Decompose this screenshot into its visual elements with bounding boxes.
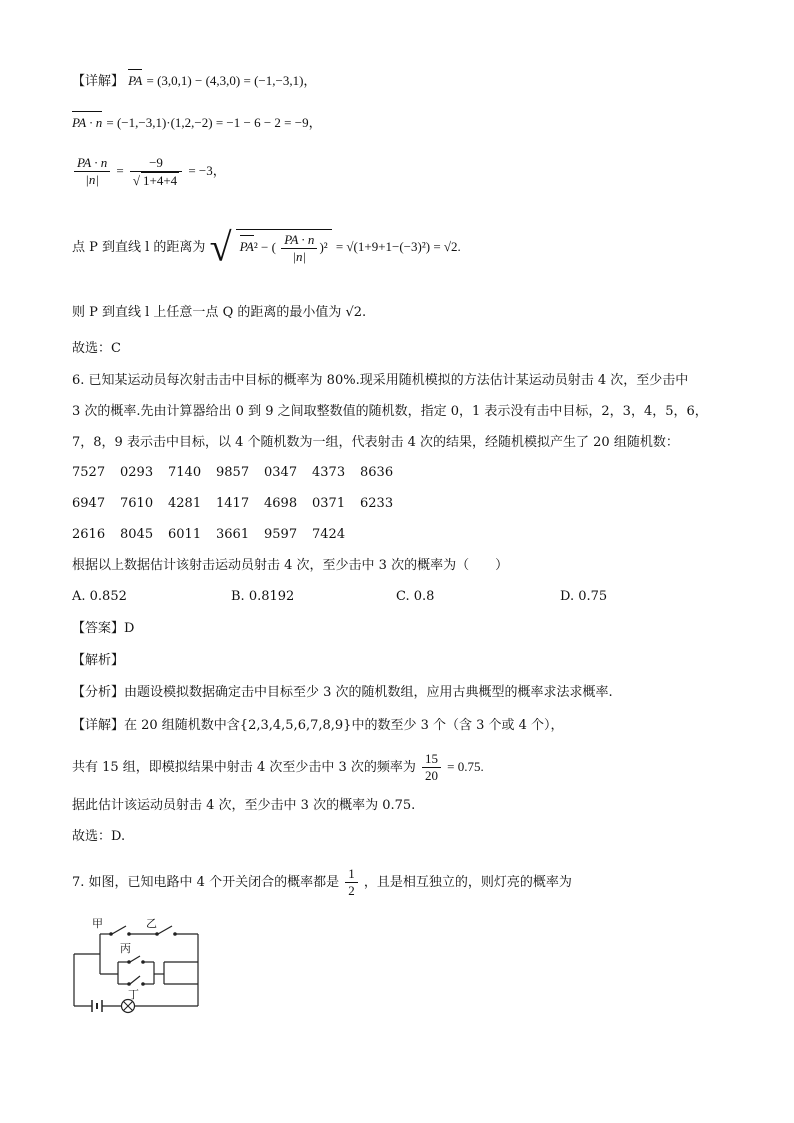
detail-eq-line-1	[72, 72, 316, 91]
radical-sign: √	[209, 224, 232, 270]
q6-stem-line-1: 6. 已知某运动员每次射击击中目标的概率为 80%.现采用随机模拟的方法估计某运动员射击 4 次，至少击中	[72, 373, 689, 388]
q6-final: 故选：D.	[72, 829, 126, 844]
distance-prefix: 点 P 到直线 l 的距离为	[72, 240, 206, 255]
numeric-fraction: $\frac{-9}{√ 1+4+4}$	[130, 155, 182, 189]
option-c: C. 0.8	[396, 589, 435, 604]
option-a: A. 0.852	[72, 589, 127, 604]
lamp-icon	[122, 1000, 135, 1013]
random-numbers-row-3: 2616 8045 6011 3661 9597 7424	[72, 527, 346, 542]
detail-tag: 【详解】	[72, 74, 125, 89]
switch-label-jia: 甲	[92, 917, 103, 930]
q5-answer: 故选：C	[72, 341, 121, 356]
q6-analysis-tag: 【解析】	[72, 653, 125, 668]
distance-rhs: = √(1+9+1−(−3)²) = √2.	[335, 239, 461, 254]
q6-stem-line-3: 7，8，9 表示击中目标，以 4 个随机数为一组，代表射击 4 次的结果，经随机模拟产生了 20 组随机数：	[72, 435, 679, 450]
q6-analysis: 【分析】由题设模拟数据确定击中目标至少 3 次的随机数组，应用古典概型的概率求法求概率.	[72, 685, 613, 700]
conclusion-line: 则 P 到直线 l 上任意一点 Q 的距离的最小值为 √2.	[72, 305, 367, 320]
switch-label-ding: 丁	[128, 988, 139, 1001]
switch-label-bing: 丙	[120, 942, 131, 955]
q6-stem-line-2: 3 次的概率.先由计算器给出 0 到 9 之间取整数值的随机数，指定 0，1 表示没有击中目标，2，3，4，5，6，	[72, 404, 708, 419]
dot-product-lhs: PA · n	[72, 115, 103, 130]
frequency-fraction: $\frac{15}{20}$	[422, 751, 441, 784]
eq3-rhs: = −3，	[188, 163, 226, 178]
vector-pa: PA	[128, 73, 143, 88]
eq2-rhs: = (−1,−3,1)·(1,2,−2) = −1 − 6 − 2 = −9，	[106, 115, 322, 130]
q6-answer: 【答案】D	[72, 621, 135, 636]
probability-fraction: $\frac{1}{2}$	[345, 866, 358, 899]
circuit-diagram	[70, 914, 210, 1014]
distance-line	[72, 215, 461, 280]
random-numbers-row-2: 6947 7610 4281 1417 4698 0371 6233	[72, 496, 394, 511]
q6-detail-line-2: 共有 15 组，即模拟结果中射击 4 次至少击中 3 次的频率为 $\frac{15}{20}$ = 0.75.	[72, 751, 484, 783]
q6-detail-line-3: 据此估计该运动员射击 4 次，至少击中 3 次的概率为 0.75.	[72, 798, 416, 813]
option-b: B. 0.8192	[231, 589, 295, 604]
switch-label-yi: 乙	[146, 917, 157, 930]
radicand: PA² − ( $\frac{PA \cdot n}{|n|}$ )²	[236, 229, 332, 267]
detail-eq-line-3: $\frac{PA \cdot n}{|n|}$ = $\frac{-9}{√ 1+4+4}$ = −3，	[72, 154, 226, 189]
q7-stem: 7. 如图，已知电路中 4 个开关闭合的概率都是 $\frac{1}{2}$ ，且是相互独立的，则灯亮的概率为	[72, 866, 572, 898]
detail-eq-line-2	[72, 114, 322, 133]
option-d: D. 0.75	[560, 589, 608, 604]
q6-question: 根据以上数据估计该射击运动员射击 4 次，至少击中 3 次的概率为（ ）	[72, 558, 509, 573]
q6-detail-line-1: 【详解】在 20 组随机数中含{2,3,4,5,6,7,8,9}中的数至少 3 个（含 3 个或 4 个），	[72, 718, 564, 733]
projection-fraction: $\frac{PA \cdot n}{|n|}$	[74, 155, 110, 188]
eq1-rhs: = (3,0,1) − (4,3,0) = (−1,−3,1)，	[146, 73, 317, 88]
random-numbers-row-1: 7527 0293 7140 9857 0347 4373 8636	[72, 465, 394, 480]
